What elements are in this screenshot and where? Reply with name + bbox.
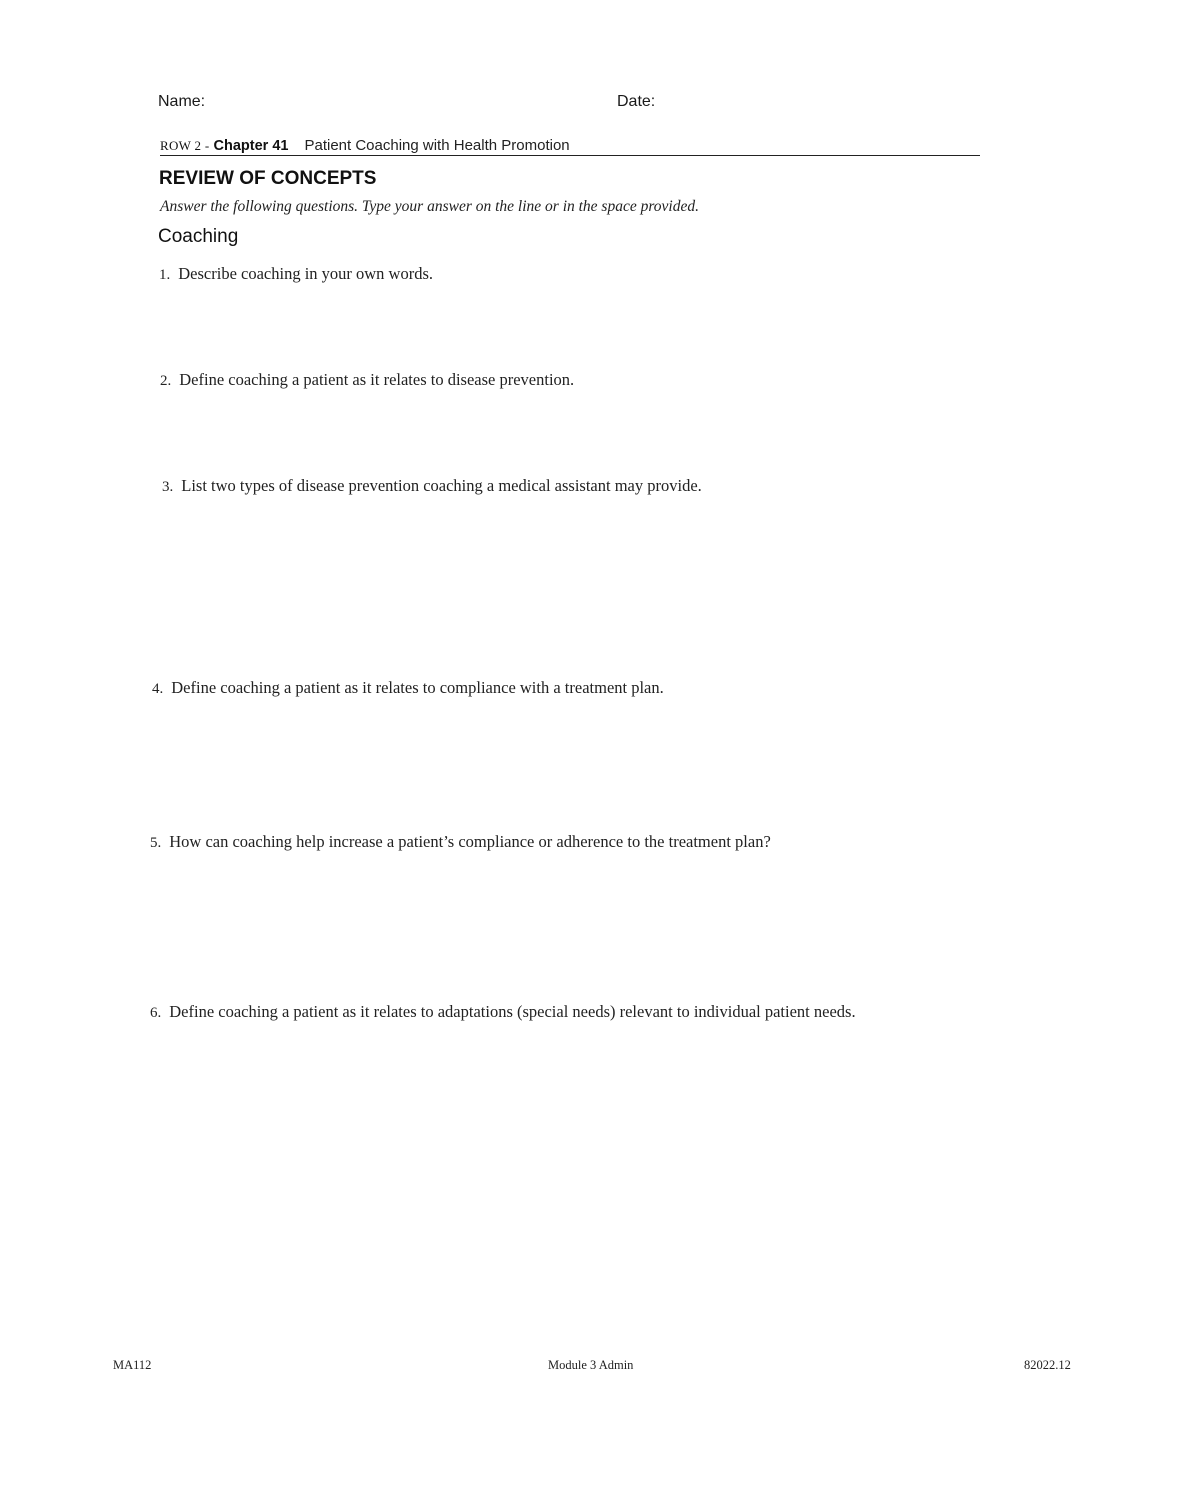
footer-module: Module 3 Admin bbox=[548, 1358, 634, 1372]
question-number: 1. bbox=[159, 267, 171, 283]
chapter-header bbox=[160, 137, 980, 156]
question-5 bbox=[150, 832, 771, 852]
question-4 bbox=[152, 678, 664, 698]
footer-course-code: MA112 bbox=[113, 1358, 152, 1372]
question-1 bbox=[159, 264, 433, 284]
question-number: 6. bbox=[150, 1005, 162, 1021]
name-label: Name: bbox=[158, 93, 206, 110]
question-text: Define coaching a patient as it relates to compliance with a treatment plan. bbox=[171, 678, 664, 697]
subheading-coaching: Coaching bbox=[158, 226, 239, 247]
row-prefix: ROW 2 - bbox=[160, 138, 210, 153]
instructions: Answer the following questions. Type your answer on the line or in the space provided. bbox=[160, 198, 699, 215]
question-text: Define coaching a patient as it relates to disease prevention. bbox=[179, 370, 575, 389]
date-label: Date: bbox=[617, 93, 656, 110]
footer-version: 82022.12 bbox=[1024, 1358, 1071, 1372]
chapter-title: Patient Coaching with Health Promotion bbox=[304, 137, 570, 154]
question-number: 2. bbox=[160, 373, 172, 389]
question-text: List two types of disease prevention coaching a medical assistant may provide. bbox=[181, 476, 702, 495]
question-text: How can coaching help increase a patient’s compliance or adherence to the treatment plan? bbox=[169, 832, 771, 851]
question-number: 3. bbox=[162, 479, 174, 495]
question-number: 5. bbox=[150, 835, 162, 851]
question-2 bbox=[160, 370, 574, 390]
question-3 bbox=[162, 476, 702, 496]
chapter-number: Chapter 41 bbox=[213, 138, 289, 154]
question-number: 4. bbox=[152, 681, 164, 697]
question-text: Define coaching a patient as it relates to adaptations (special needs) relevant to individual patient needs. bbox=[169, 1002, 856, 1021]
section-title: REVIEW OF CONCEPTS bbox=[159, 168, 377, 189]
question-text: Describe coaching in your own words. bbox=[178, 264, 434, 283]
question-6 bbox=[150, 1002, 856, 1022]
